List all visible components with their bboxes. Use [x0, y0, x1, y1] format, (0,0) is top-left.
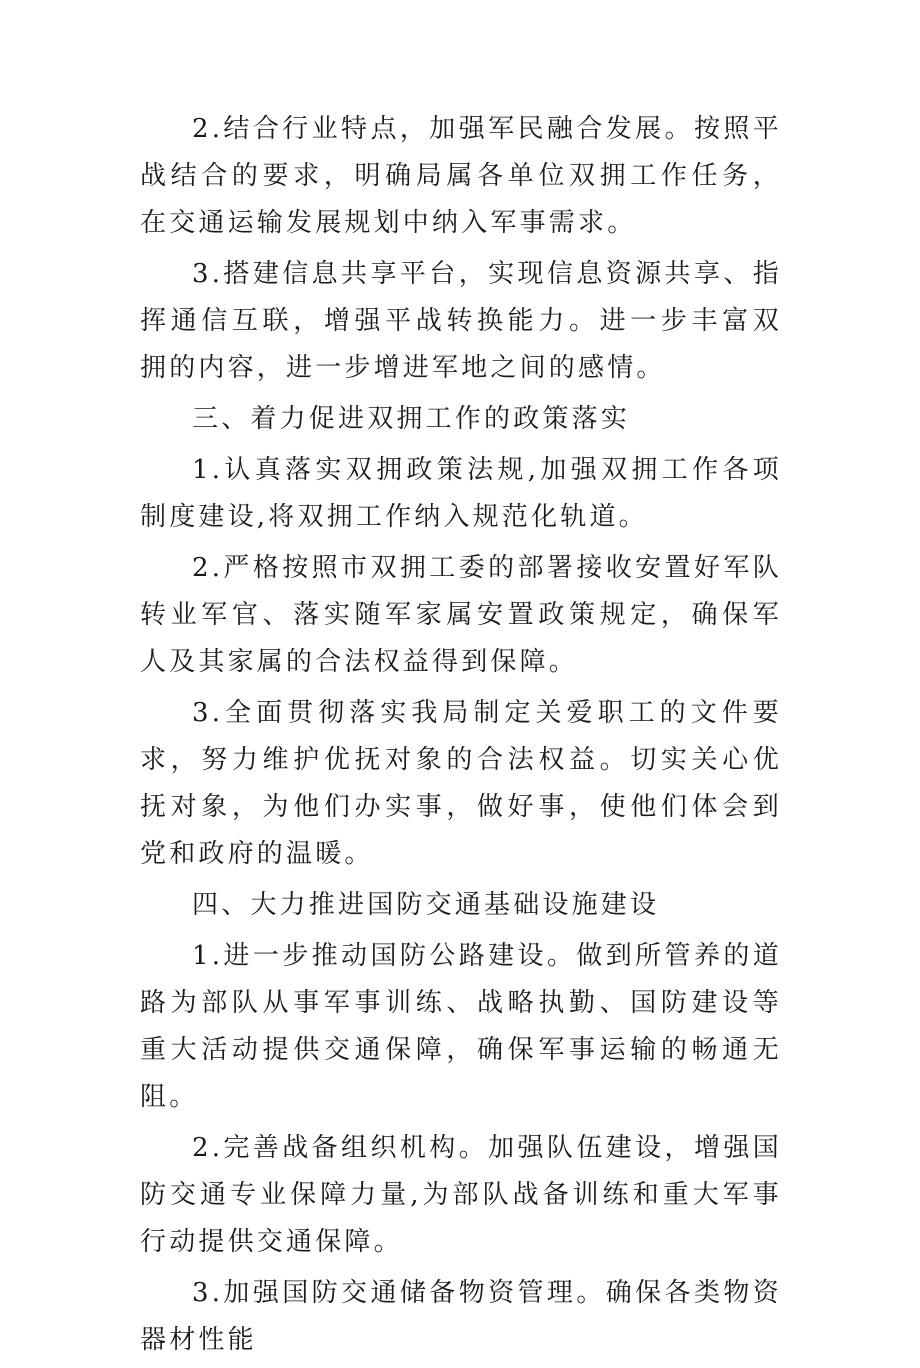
document-body: [140, 106, 782, 1368]
paragraph-defense-2: 2.完善战备组织机构。加强队伍建设，增强国防交通专业保障力量,为部队战备训练和重大军事行动提供交通保障。: [140, 1133, 782, 1257]
paragraph-3-item: 3.搭建信息共享平台，实现信息资源共享、指挥通信互联，增强平战转换能力。进一步丰富双拥的内容，进一步增进军地之间的感情。: [140, 259, 782, 383]
section-heading-3: 三、着力促进双拥工作的政策落实: [192, 404, 631, 434]
paragraph-defense-1: 1.进一步推动国防公路建设。做到所管养的道路为部队从事军事训练、战略执勤、国防建设等重大活动提供交通保障，确保军事运输的畅通无阻。: [140, 941, 782, 1112]
paragraph-policy-1: 1.认真落实双拥政策法规,加强双拥工作各项制度建设,将双拥工作纳入规范化轨道。: [140, 455, 782, 532]
paragraph-policy-2: 2.严格按照市双拥工委的部署接收安置好军队转业军官、落实随军家属安置政策规定，确保军人及其家属的合法权益得到保障。: [140, 553, 782, 677]
paragraph-2-item: 2.结合行业特点，加强军民融合发展。按照平战结合的要求，明确局属各单位双拥工作任务，在交通运输发展规划中纳入军事需求。: [140, 114, 782, 238]
section-heading-4: 四、大力推进国防交通基础设施建设: [192, 890, 660, 920]
paragraph-defense-3: 3.加强国防交通储备物资管理。确保各类物资器材性能: [140, 1278, 782, 1355]
paragraph-policy-3: 3.全面贯彻落实我局制定关爱职工的文件要求，努力维护优抚对象的合法权益。切实关心优抚对象，为他们办实事，做好事，使他们体会到党和政府的温暖。: [140, 698, 782, 869]
